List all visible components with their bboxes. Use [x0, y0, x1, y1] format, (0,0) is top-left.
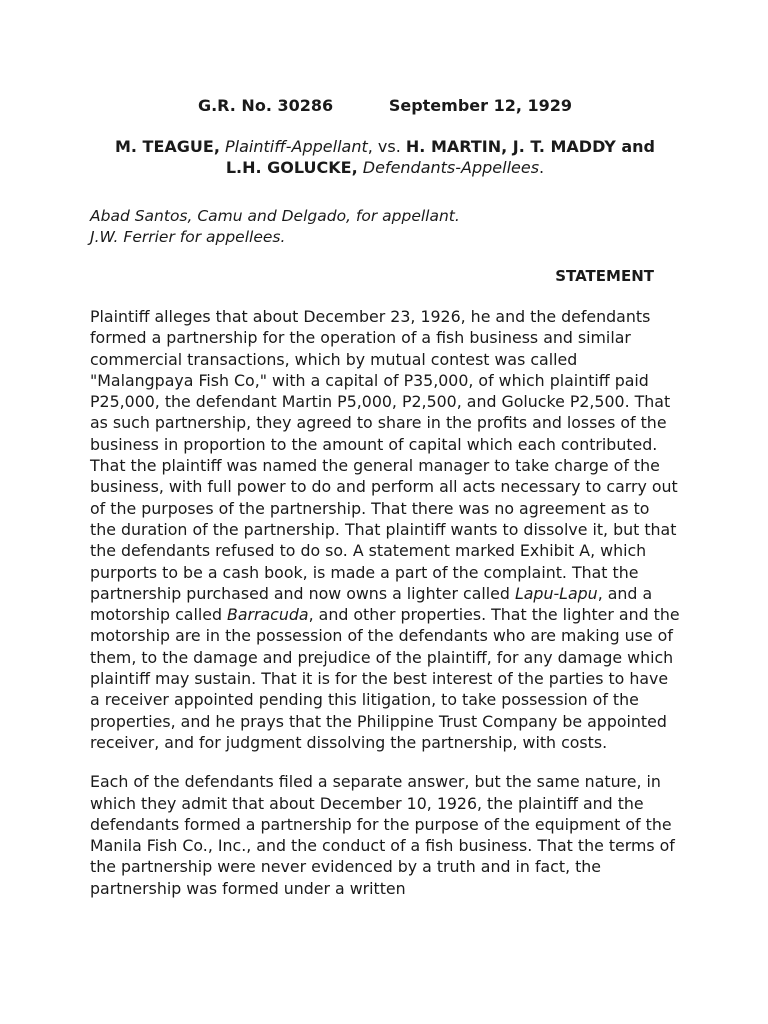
versus-text: , vs.	[367, 137, 406, 156]
case-number: G.R. No. 30286	[197, 96, 334, 115]
motorship-name: Barracuda	[227, 605, 309, 625]
p1-text-b: , and a motorship called	[90, 583, 653, 625]
counsel-block	[90, 206, 680, 248]
parties-end-punct: .	[539, 158, 545, 177]
defendants-role: Defendants-Appellees	[362, 158, 540, 177]
lighter-name: Lapu-Lapu	[514, 583, 598, 603]
counsel-appellant: Abad Santos, Camu and Delgado, for appellant.	[90, 207, 460, 225]
plaintiff-role: Plaintiff-Appellant	[225, 137, 368, 156]
case-parties	[90, 136, 680, 178]
decision-date: September 12, 1929	[388, 96, 573, 115]
p1-text-a: Plaintiff alleges that about December 23, 1926, he and the defendants formed a partnership for the operation of a fish business and similar commercial transactions, which by mutual contest was called "Malangpaya Fish Co," with a capital of P35,000, of which plaintiff paid P25,000, the defendant Martin P5,000, P2,500, and Golucke P2,500. That as such partnership, they agreed to share in the profits and losses of the business in proportion to the amount of capital which each contributed. That the plaintiff was named the general manager to take charge of the business, with full power to do and perform all acts necessary to carry out of the purposes of the partnership. That there was no agreement as to the duration of the partnership. That plaintiff wants to dissolve it, but that the defendants refused to do so. A statement marked Exhibit A, which purports to be a cash book, is made a part of the complaint. That the partnership purchased and now owns a lighter called	[90, 307, 678, 603]
p1-text-c: , and other properties. That the lighter and the motorship are in the possession of the defendants who are making use of them, to the damage and prejudice of the plaintiff, for any damage which plaintiff may sustain. That it is for the best interest of the parties to have a receiver appointed pending this litigation, to take possession of the properties, and he prays that the Philippine Trust Company be appointed receiver, and for judgment dissolving the partnership, with costs.	[90, 605, 680, 752]
defendants-names-line-1: H. MARTIN, J. T. MADDY and	[405, 137, 655, 156]
statement-paragraph-1	[90, 306, 680, 753]
document-page	[90, 96, 680, 917]
statement-paragraph-2: Each of the defendants filed a separate answer, but the same nature, in which they admit that about December 10, 1926, the plaintiff and the defendants formed a partnership for the purpose of the equipment of the Manila Fish Co., Inc., and the conduct of a fish business. That the terms of the partnership were never evidenced by a truth and in fact, the partnership was formed under a written	[90, 772, 675, 898]
statement-heading: STATEMENT	[555, 267, 654, 285]
plaintiff-name: M. TEAGUE,	[114, 137, 220, 156]
case-header	[90, 96, 680, 116]
counsel-appellees: J.W. Ferrier for appellees.	[90, 228, 286, 246]
defendants-names-line-2: L.H. GOLUCKE,	[225, 158, 358, 177]
